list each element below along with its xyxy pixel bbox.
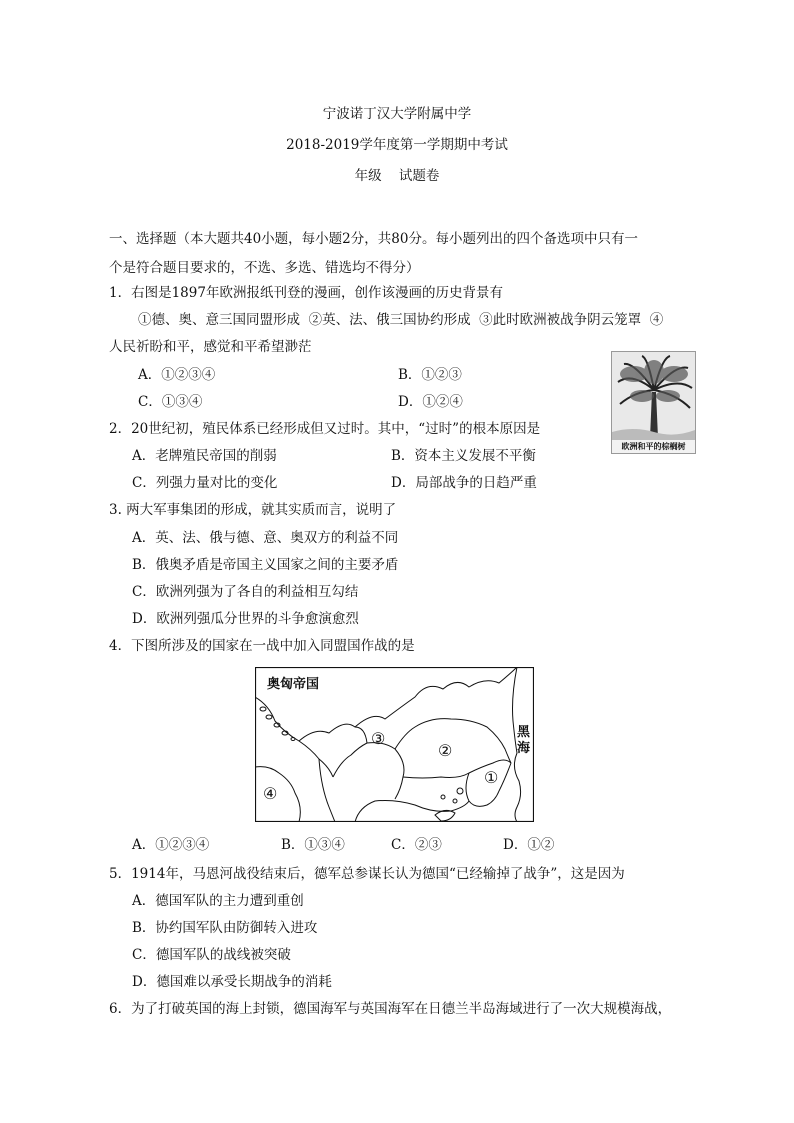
question-1-stem: 1．右图是1897年欧洲报纸刊登的漫画，创作该漫画的历史背景有 (109, 285, 503, 301)
map-label-black-sea-2: 海 (517, 741, 531, 756)
balkan-map (255, 667, 534, 822)
question-1-stem-cont: ①德、奥、意三国同盟形成 ②英、法、俄三国协约形成 ③此时欧洲被战争阴云笼罩 ④ (138, 312, 664, 328)
question-5-option-a[interactable]: A．德国军队的主力遭到重创 (132, 893, 304, 909)
school-name: 宁波诺丁汉大学附属中学 (322, 106, 472, 122)
question-5-option-c[interactable]: C．德国军队的战线被突破 (132, 947, 291, 963)
section-instructions-line2: 个是符合题目要求的，不选、多选、错选均不得分） (109, 260, 420, 276)
question-1-option-a[interactable]: A．①②③④ (138, 367, 216, 383)
question-4-option-c[interactable]: C．②③ (391, 837, 442, 853)
map-region-1: ① (484, 768, 499, 787)
question-3-option-b[interactable]: B．俄奥矛盾是帝国主义国家之间的主要矛盾 (132, 557, 399, 573)
image-caption: 欧洲和平的棕榈树 (621, 441, 686, 451)
question-4-option-d[interactable]: D．①② (503, 837, 555, 853)
question-3-option-a[interactable]: A．英、法、俄与德、意、奥双方的利益不同 (132, 530, 399, 546)
question-2-option-d[interactable]: D．局部战争的日趋严重 (391, 475, 537, 491)
question-1-option-b[interactable]: B．①②③ (398, 367, 462, 383)
exam-term: 2018-2019学年度第一学期期中考试 (286, 137, 508, 153)
question-2-option-b[interactable]: B．资本主义发展不平衡 (391, 448, 536, 464)
question-1-option-d[interactable]: D．①②④ (398, 394, 463, 410)
question-2-option-a[interactable]: A．老牌殖民帝国的削弱 (132, 448, 277, 464)
question-1-option-c[interactable]: C．①③④ (138, 394, 203, 410)
question-3-stem: 3. 两大军事集团的形成，就其实质而言，说明了 (109, 502, 397, 518)
question-5-option-d[interactable]: D．德国难以承受长期战争的消耗 (132, 974, 332, 990)
map-region-4: ④ (263, 784, 278, 803)
palm-tree-cartoon-image (611, 351, 696, 454)
question-4-option-b[interactable]: B．①③④ (281, 837, 345, 853)
map-title-austria-hungary: 奥匈帝国 (267, 677, 320, 692)
question-4-stem: 4．下图所涉及的国家在一战中加入同盟国作战的是 (109, 638, 415, 654)
question-2-stem: 2．20世纪初，殖民体系已经形成但又过时。其中，“过时”的根本原因是 (109, 421, 541, 437)
map-region-3: ③ (371, 729, 386, 748)
palm-tree-icon (612, 352, 695, 440)
question-5-stem: 5．1914年，马恩河战役结束后，德军总参谋长认为德国“已经输掉了战争”，这是因为 (109, 866, 625, 882)
map-region-2: ② (438, 741, 453, 760)
question-1-stem-cont2: 人民祈盼和平，感觉和平希望渺茫 (109, 339, 312, 355)
question-5-option-b[interactable]: B．协约国军队由防御转入进攻 (132, 920, 318, 936)
question-3-option-d[interactable]: D．欧洲列强瓜分世界的斗争愈演愈烈 (132, 611, 359, 627)
question-6-stem: 6．为了打破英国的海上封锁，德国海军与英国海军在日德兰半岛海域进行了一次大规模海战， (109, 1001, 672, 1017)
question-3-option-c[interactable]: C．欧洲列强为了各自的利益相互勾结 (132, 584, 359, 600)
exam-subtitle: 年级 试题卷 (354, 168, 440, 184)
map-label-black-sea-1: 黑 (517, 725, 531, 740)
question-2-option-c[interactable]: C．列强力量对比的变化 (132, 475, 278, 491)
section-instructions-line1: 一、选择题（本大题共40小题，每小题2分，共80分。每小题列出的四个备选项中只有一 (109, 231, 638, 247)
question-4-option-a[interactable]: A．①②③④ (132, 837, 210, 853)
